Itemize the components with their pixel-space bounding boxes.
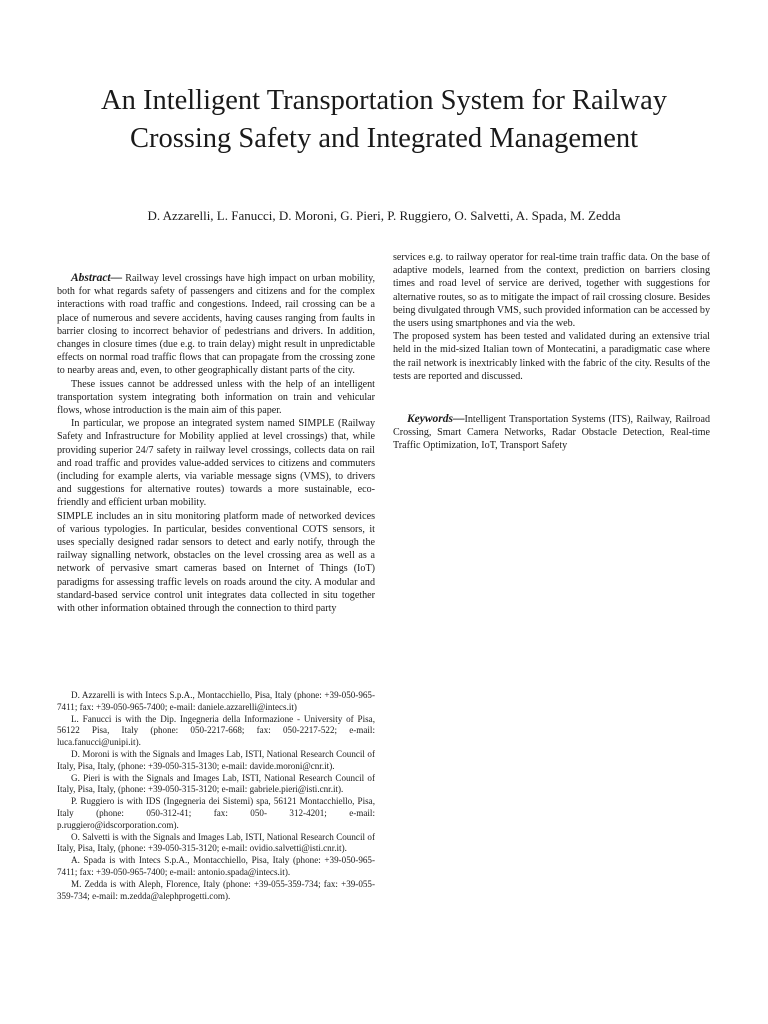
abstract-heading: Abstract— <box>71 272 123 284</box>
footnote-item: P. Ruggiero is with IDS (Ingegneria dei Sistemi) spa, 56121 Montacchiello, Pisa, Italy (phone: 050-312-41; fax: 050- 312-4201; e-mail: p.ruggiero@idscorporation.com). <box>57 796 375 830</box>
footnote-item: L. Fanucci is with the Dip. Ingegneria della Informazione - University of Pisa, 56122 Pisa, Italy (phone: 050-2217-668; fax: 050-2217-522; e-mail: luca.fanucci@unipi.it). <box>57 713 375 748</box>
footnote-item: D. Moroni is with the Signals and Images Lab, ISTI, National Research Council of Italy, Pisa, Italy, (phone: +39-050-315-3130; e-mail: davide.moroni@cnr.it). <box>57 748 375 771</box>
abstract-paragraph-1 <box>57 272 375 378</box>
author-list: D. Azzarelli, L. Fanucci, D. Moroni, G. Pieri, P. Ruggiero, O. Salvetti, A. Spada, M. Zedda <box>147 208 621 223</box>
abstract-paragraph-2: These issues cannot be addressed unless with the help of an intelligent transportation system integrating both information on train and vehicular flows, whose introduction is the main aim of this paper. <box>57 378 375 417</box>
paper-title: An Intelligent Transportation System for Railway Crossing Safety and Integrated Management <box>101 85 667 154</box>
footnote-item: O. Salvetti is with the Signals and Images Lab, ISTI, National Research Council of Italy, Pisa, Italy, (phone: +39-050-315-3120; e-mail: ovidio.salvetti@isti.cnr.it). <box>57 831 375 854</box>
keywords-heading: Keywords— <box>407 413 465 426</box>
abstract-text-1: Railway level crossings have high impact on urban mobility, both for what regards safety of passengers and citizens and for the complex interactions with road traffic and congestions. Indeed, rail crossing can be a place of numerous and severe accidents, having causes ranging from faults in barrier closing to incorrect behavior of pedestrians and drivers. In addition, changes in closure times (due e.g. to train delay) might result in unpredictable effects on normal road traffic flows that can propagate from the crossing zone to nearby areas and, even, to other geographically distant parts of the city. <box>57 273 375 377</box>
abstract-paragraph-4: SIMPLE includes an in situ monitoring platform made of networked devices of various typologies. In particular, besides conventional COTS sensors, it uses specially designed radar sensors to detect and early notify, through the railway signalling network, obstacles on the level crossing area as well as a network of pervasive smart cameras based on Internet of Things (IoT) paradigms for assessing traffic levels on roads around the city. A modular and standard-based service control unit integrates data collected in situ together with other information obtained through the connection to third party <box>57 510 375 615</box>
abstract-paragraph-3: In particular, we propose an integrated system named SIMPLE (Railway Safety and Infrastructure for Mobility applied at level crossings) that, while providing superior 24/7 safety in railway level crossings, collects data on rail and road traffic and provides value-added services to citizens and commuters (including for example alerts, via variable message signs (VMS), to drivers and suggestions for alternative routes) towards a more sustainable, eco-friendly and efficient urban mobility. <box>57 418 375 509</box>
author-footnotes <box>57 690 375 902</box>
abstract-paragraph-5: services e.g. to railway operator for real-time train traffic data. On the base of adaptive models, learned from the context, prediction on barriers closing times and road level of service are derived, together with suggestions for alternative routes, so as to mitigate the impact of rail crossing closure. Besides being divulgated through VMS, such provided information can be accessed by the users using smartphones and via the web. <box>393 252 710 330</box>
keywords-paragraph <box>393 413 710 453</box>
footnote-item: G. Pieri is with the Signals and Images Lab, ISTI, National Research Council of Italy, Pisa, Italy, (phone: +39-050-315-3120; e-mail: gabriele.pieri@isti.cnr.it). <box>57 772 375 795</box>
footnote-item: D. Azzarelli is with Intecs S.p.A., Montacchiello, Pisa, Italy (phone: +39-050-965-7411; fax: +39-050-965-7400; e-mail: daniele.azzarelli@intecs.it) <box>57 690 375 712</box>
left-column <box>57 272 375 615</box>
right-column <box>393 251 710 453</box>
abstract-paragraph-6: The proposed system has been tested and validated during an extensive trial held in the mid-sized Italian town of Montecatini, a paradigmatic case where the rail network is inextricably linked with the fabric of the city. Results of the tests are reported and discussed. <box>393 331 710 382</box>
keywords-text: Intelligent Transportation Systems (ITS), Railway, Railroad Crossing, Smart Camera Networks, Radar Obstacle Detection, Real-time Traffic Optimization, IoT, Transport Safety <box>393 414 710 452</box>
footnote-item: M. Zedda is with Aleph, Florence, Italy (phone: +39-055-359-734; fax: +39-055-359-734; e-mail: m.zedda@alephprogetti.com). <box>57 878 375 901</box>
footnote-item: A. Spada is with Intecs S.p.A., Montacchiello, Pisa, Italy (phone: +39-050-965-7411; fax: +39-050-965-7400; e-mail: antonio.spada@intecs.it). <box>57 855 375 877</box>
